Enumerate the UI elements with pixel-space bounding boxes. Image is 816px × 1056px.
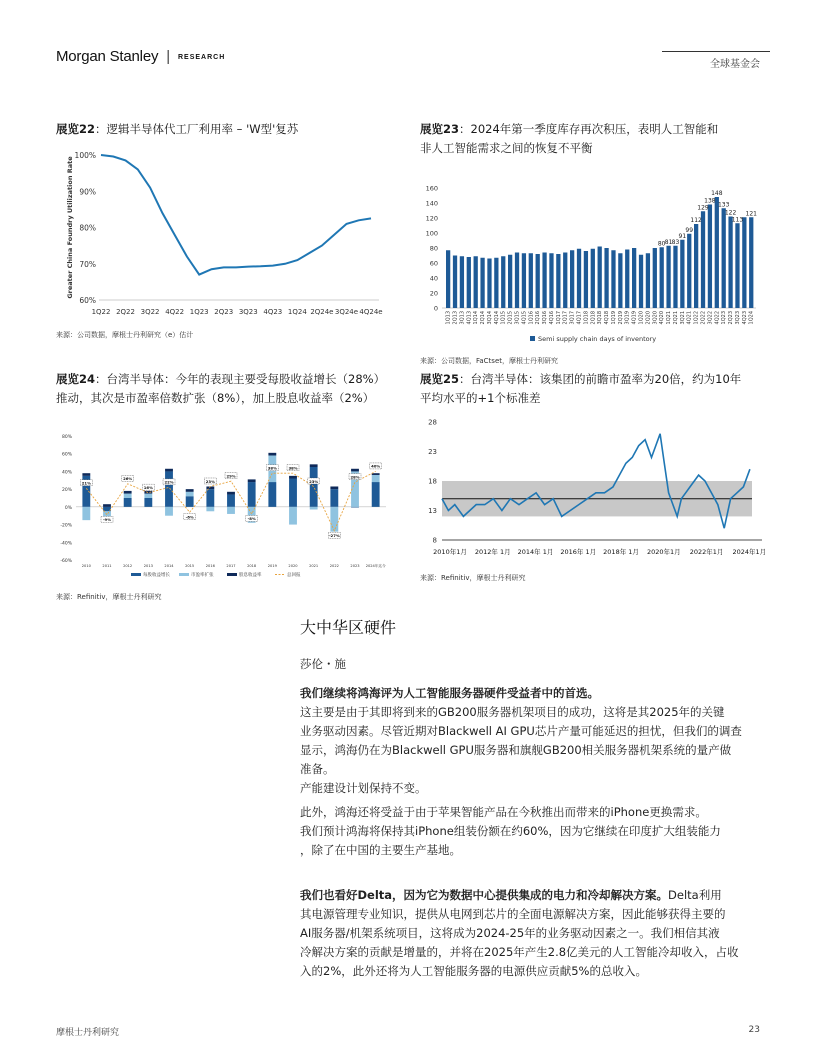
inventory-bar: [625, 250, 629, 309]
paragraph-3-line: 其电源管理专业知识，提供从电网到芯片的全面电源解决方案，因此能够获得主要的: [300, 907, 726, 921]
y-tick-label: 23: [428, 448, 437, 456]
y-tick-label: 80%: [79, 223, 96, 233]
x-tick-label: 2020年1月: [646, 548, 681, 556]
x-tick-label: 2Q15: [507, 311, 514, 325]
x-tick-label: 1Q24: [287, 308, 307, 316]
inventory-bar: [591, 249, 595, 308]
bar-data-label: 80: [657, 240, 666, 248]
exhibit24-source: 来源：Refinitiv，摩根士丹利研究: [56, 593, 162, 601]
total-return-label: 23%: [205, 478, 215, 484]
x-tick-label: 4Q22: [714, 311, 721, 325]
inventory-bar: [515, 253, 519, 309]
y-tick-label: 20: [429, 289, 438, 298]
x-tick-label: 2010: [81, 564, 91, 568]
y-tick-label: -60%: [60, 559, 72, 564]
y-tick-label: 13: [428, 507, 437, 515]
inventory-bar: [584, 251, 588, 308]
paragraph-3-lead: 我们也看好Delta，因为它为数据中心提供集成的电力和冷却解决方案。: [300, 888, 669, 902]
inventory-bar: [604, 248, 608, 308]
inventory-bar: [474, 256, 478, 308]
paragraph-1: [300, 684, 770, 798]
stacked-bar-segment: [82, 507, 90, 520]
y-tick-label: 100%: [74, 151, 96, 160]
total-return-label: -8%: [247, 516, 256, 522]
total-return-label: -27%: [328, 533, 340, 539]
inventory-bar: [742, 217, 746, 308]
paragraph-2-line: 此外，鸿海还将受益于由于苹果智能产品在今秋推出而带来的iPhone更换需求。: [300, 805, 707, 819]
bar-data-label: 129: [697, 204, 709, 212]
stacked-bar-segment: [310, 464, 318, 467]
stacked-bar-segment: [330, 507, 338, 532]
paragraph-3: 我们也看好Delta，因为它为数据中心提供集成的电力和冷却解决方案。Delta利用 其电源管理专业知识，提供从电网到芯片的全面电源解决方案，因此能够获得主要的 AI服务器/机架系统项目，这将成为2024-25年的业务驱动因素之一。我们相信其液 冷解决方案的贡献是增量的，并将在2025年产生2.8亿美元的人工智能冷却收入，占收 入的2%，此外还将为人工智能服务器的电源供应贡献5%的总收入。: [300, 886, 770, 981]
x-tick-label: 2Q22: [700, 311, 707, 325]
inventory-bar: [618, 253, 622, 308]
x-tick-label: 2022年1月: [689, 548, 724, 556]
inventory-bar: [480, 258, 484, 308]
x-tick-label: 4Q20: [659, 311, 666, 325]
inventory-bar: [577, 249, 581, 308]
x-tick-label: 2024年1月: [732, 548, 767, 556]
stacked-bar-segment: [186, 489, 194, 492]
x-tick-label: 3Q14: [486, 311, 493, 325]
x-tick-label: 4Q23: [263, 308, 283, 316]
y-tick-label: -40%: [60, 541, 72, 547]
stacked-bar-segment: [103, 504, 111, 507]
y-tick-label: 80: [429, 244, 438, 253]
stacked-bar-segment: [248, 479, 256, 482]
y-tick-label: 8: [432, 536, 437, 545]
stacked-bar-segment: [310, 467, 318, 507]
stacked-bar-segment: [227, 507, 235, 514]
stacked-bar-segment: [268, 482, 276, 507]
stacked-bar-segment: [124, 494, 132, 498]
x-tick-label: 1Q22: [91, 308, 111, 316]
y-tick-label: 40: [429, 274, 438, 283]
inventory-bar: [522, 253, 526, 308]
x-tick-label: 1Q20: [638, 311, 645, 325]
exhibit25-chart: [420, 412, 776, 567]
stacked-bar-segment: [186, 496, 194, 507]
inventory-bar: [501, 256, 505, 308]
x-tick-label: 2Q21: [672, 311, 679, 325]
exhibit25-label: 展览25: [420, 372, 460, 386]
total-return-label: 16%: [143, 484, 153, 490]
x-tick-label: 2018: [247, 564, 257, 568]
stacked-bar-segment: [372, 473, 380, 475]
exhibit25-source: 来源：Refinitiv，摩根士丹利研究: [420, 574, 526, 582]
total-return-label: -9%: [102, 517, 112, 523]
inventory-bar: [494, 258, 498, 308]
x-tick-label: 3Q16: [542, 311, 549, 325]
bar-data-label: 99: [685, 226, 694, 234]
exhibit24-chart: [56, 428, 392, 586]
paragraph-3-line: 入的2%，此外还将为人工智能服务器的电源供应贡献5%的总收入。: [300, 964, 647, 978]
x-tick-label: 2010年1月: [433, 548, 467, 556]
stacked-bar-segment: [82, 473, 90, 476]
inventory-bar: [666, 246, 670, 308]
inventory-bar: [694, 224, 698, 308]
x-tick-label: 2014: [164, 564, 174, 568]
bar-data-label: 81: [664, 238, 673, 246]
x-tick-label: 2Q24e: [310, 308, 334, 316]
legend-label: 总回报: [287, 573, 301, 578]
x-tick-label: 3Q13: [459, 311, 466, 325]
stacked-bar-segment: [165, 469, 173, 472]
stacked-bar-segment: [227, 494, 235, 506]
paragraph-1-line: 这主要是由于其即将到来的GB200服务器机架项目的成功，这将是其2025年的关键: [300, 705, 725, 719]
inventory-bar: [701, 211, 705, 308]
x-tick-label: 4Q18: [604, 311, 611, 325]
paragraph-2-line: ，除了在中国的主要生产基地。: [300, 843, 461, 857]
paragraph-1-line: 产能建设计划保持不变。: [300, 781, 427, 795]
inventory-bar: [453, 256, 457, 309]
stacked-bar-segment: [206, 507, 214, 511]
stacked-bar-segment: [351, 469, 359, 472]
x-tick-label: 4Q15: [521, 311, 528, 325]
stacked-bar-segment: [330, 489, 338, 507]
inventory-bar: [611, 250, 615, 308]
x-tick-label: 2Q14: [480, 311, 487, 325]
stacked-bar-segment: [289, 479, 297, 507]
inventory-bar: [687, 234, 691, 308]
x-tick-label: 4Q17: [576, 311, 583, 325]
exhibit22-source: 来源：公司数据，摩根士丹利研究（e）估计: [56, 331, 194, 339]
exhibit23-label: 展览23: [420, 122, 460, 136]
stacked-bar-segment: [206, 489, 214, 507]
exhibit23-title: 展览23：2024年第一季度库存再次积压，表明人工智能和 非人工智能需求之间的恢复不平衡: [420, 122, 719, 155]
x-tick-label: 2016年 1月: [560, 548, 597, 556]
x-tick-label: 2Q17: [562, 311, 569, 325]
stacked-bar-segment: [268, 453, 276, 456]
page-number: 23: [748, 1025, 760, 1035]
paragraph-2: [300, 803, 770, 860]
bar-data-label: 133: [717, 201, 730, 209]
stacked-bar-segment: [124, 491, 132, 494]
bar-data-label: 122: [724, 209, 737, 217]
paragraph-1-line: 显示，鸿海仍在为Blackwell GPU服务器和旗舰GB200相关服务器机架系统的量产做: [300, 743, 732, 757]
stacked-bar-segment: [289, 507, 297, 525]
x-tick-label: 3Q21: [679, 311, 686, 325]
legend-swatch: [131, 573, 141, 576]
x-tick-label: 2Q23: [214, 308, 234, 316]
inventory-bar: [646, 253, 650, 308]
brand-sub: RESEARCH: [177, 54, 226, 61]
bar-data-label: 138: [704, 197, 716, 205]
exhibit24-label: 展览24: [56, 372, 96, 386]
x-tick-label: 4Q22: [165, 308, 185, 316]
inventory-bar: [735, 223, 739, 308]
legend-label: Semi supply chain days of inventory: [538, 335, 657, 343]
footer-left: 摩根士丹利研究: [56, 1028, 120, 1038]
stacked-bar-segment: [310, 507, 318, 510]
paragraph-1-line: 准备。: [300, 762, 335, 776]
inventory-bar: [563, 253, 567, 309]
x-tick-label: 1Q17: [555, 311, 562, 325]
legend-label: 股息收益率: [239, 573, 262, 578]
stacked-bar-segment: [330, 486, 338, 489]
x-tick-label: 3Q15: [514, 311, 521, 325]
x-tick-label: 1Q23: [721, 311, 728, 325]
x-tick-label: 3Q23: [734, 311, 741, 325]
legend-label: 每股收益增长: [143, 573, 170, 578]
x-tick-label: 4Q14: [493, 311, 500, 325]
inventory-bar: [728, 217, 732, 309]
total-return-label: 28%: [350, 474, 360, 480]
y-tick-label: 70%: [79, 259, 96, 269]
x-tick-label: 2Q23: [728, 311, 735, 325]
x-tick-label: 4Q13: [466, 311, 473, 325]
x-tick-label: 1Q24: [748, 311, 755, 325]
x-tick-label: 4Q21: [686, 311, 693, 325]
x-tick-label: 3Q18: [597, 311, 604, 325]
x-tick-label: 2012: [123, 564, 133, 568]
x-tick-label: 2Q13: [452, 311, 459, 325]
bar-data-label: 113: [731, 216, 744, 224]
x-tick-label: 1Q14: [473, 311, 480, 325]
x-tick-label: 2024年迄今: [365, 564, 386, 568]
inventory-bar: [446, 250, 450, 308]
y-tick-label: -20%: [60, 523, 72, 529]
bar-data-label: 112: [690, 217, 702, 224]
inventory-bar: [508, 255, 512, 308]
stacked-bar-segment: [248, 482, 256, 507]
inventory-bar: [673, 246, 677, 308]
x-tick-label: 4Q23: [741, 311, 748, 325]
inventory-bar: [680, 240, 684, 308]
legend-label: 市盈率扩张: [191, 573, 214, 578]
brand-logo: Morgan Stanley | RESEARCH: [56, 48, 226, 65]
inventory-bar: [653, 248, 657, 308]
x-tick-label: 1Q13: [445, 311, 452, 325]
stacked-bar-segment: [289, 476, 297, 479]
inventory-bar: [660, 247, 664, 308]
x-tick-label: 1Q19: [610, 311, 617, 325]
legend-swatch: [227, 573, 237, 576]
x-tick-label: 3Q22: [140, 308, 160, 316]
stacked-bar-segment: [227, 492, 235, 495]
total-return-label: 29%: [226, 473, 236, 479]
x-tick-label: 2023: [350, 564, 360, 568]
y-tick-label: 80%: [61, 435, 72, 440]
paragraph-1-line: 业务驱动因素。尽管近期对Blackwell AI GPU芯片产量可能延迟的担忧，但我们的调查: [300, 724, 742, 738]
y-tick-label: 0%: [64, 505, 72, 511]
stacked-bar-segment: [372, 475, 380, 482]
stacked-bar-segment: [124, 498, 132, 507]
x-tick-label: 2015: [185, 564, 195, 568]
inventory-bar: [722, 208, 726, 308]
x-tick-label: 2013: [143, 564, 153, 568]
x-tick-label: 4Q24e: [359, 308, 383, 316]
x-tick-label: 3Q19: [624, 311, 631, 325]
bar-data-label: 121: [745, 210, 757, 218]
inventory-bar: [536, 254, 540, 308]
total-return-label: 22%: [164, 479, 174, 485]
x-tick-label: 2Q16: [535, 311, 542, 325]
stacked-bar-segment: [351, 507, 359, 508]
x-tick-label: 1Q23: [189, 308, 209, 316]
inventory-bar: [749, 217, 753, 308]
exhibit22-label: 展览22: [56, 122, 96, 136]
stacked-bar-segment: [186, 492, 194, 496]
inventory-bar: [529, 253, 533, 308]
x-tick-label: 2Q22: [116, 308, 135, 316]
header-rule: [662, 51, 770, 52]
inventory-bar: [715, 197, 719, 308]
x-tick-label: 2018年 1月: [603, 548, 639, 556]
paragraph-3-line: 冷解决方案的贡献是增量的，并将在2025年产生2.8亿美元的人工智能冷却收入，占收: [300, 945, 739, 959]
total-return-label: -6%: [185, 514, 194, 520]
y-tick-label: 40%: [61, 470, 72, 476]
exhibit25-title: 展览25：台湾半导体：该集团的前瞻市盈率为20倍，约为10年 平均水平的+1个标准差: [420, 372, 742, 405]
bar-data-label: 91: [678, 232, 687, 240]
y-tick-label: 100: [425, 229, 438, 238]
paragraph-2-line: 我们预计鸿海将保持其iPhone组装份额在约60%，因为它继续在印度扩大组装能力: [300, 824, 721, 838]
x-tick-label: 1Q18: [583, 311, 590, 325]
inventory-bar: [632, 248, 636, 308]
inventory-bar: [542, 253, 546, 309]
inventory-bar: [549, 253, 553, 308]
x-tick-label: 2011: [102, 564, 112, 568]
stacked-bar-segment: [144, 498, 152, 507]
inventory-bar: [570, 250, 574, 308]
stacked-bar-segment: [165, 507, 173, 516]
x-tick-label: 1Q21: [666, 311, 673, 325]
bar-data-label: 83: [671, 238, 680, 246]
exhibit24-title: 展览24：台湾半导体：今年的表现主要受每股收益增长（28%）推动，其次是市盈率倍数扩张（8%），加上股息收益率（2%）: [56, 372, 386, 405]
inventory-bar: [708, 205, 712, 309]
total-return-label: 26%: [123, 476, 133, 482]
x-tick-label: 1Q22: [693, 311, 700, 325]
inventory-bar: [556, 254, 560, 308]
x-tick-label: 2016: [205, 564, 215, 568]
exhibit23-chart: [420, 178, 760, 348]
total-return-label: 38%: [267, 465, 277, 471]
section-author: 莎伦・施: [300, 657, 346, 671]
y-tick-label: 20%: [61, 488, 72, 494]
x-tick-label: 2019: [267, 564, 277, 568]
y-tick-label: 28: [428, 418, 437, 427]
total-return-label: 23%: [309, 478, 319, 484]
x-tick-label: 2Q19: [617, 311, 624, 325]
x-tick-label: 3Q23: [238, 308, 258, 316]
y-tick-label: 18: [428, 477, 437, 486]
exhibit22-chart: [56, 140, 386, 325]
brand-name: Morgan Stanley: [56, 48, 159, 65]
y-tick-label: 120: [425, 214, 438, 223]
x-tick-label: 2020: [288, 564, 298, 568]
y-tick-label: 60%: [79, 296, 96, 305]
x-tick-label: 3Q22: [707, 311, 714, 325]
bar-data-label: 148: [711, 190, 723, 197]
stacked-bar-segment: [144, 494, 152, 498]
x-tick-label: 4Q16: [548, 311, 555, 325]
y-tick-label: 160: [425, 184, 438, 193]
y-tick-label: 90%: [79, 187, 96, 197]
inventory-bar: [598, 247, 602, 309]
total-return-label: 21%: [81, 480, 91, 486]
y-tick-label: 60: [429, 259, 438, 268]
y-tick-label: 140: [425, 199, 438, 208]
exhibit22-title: 展览22：逻辑半导体代工厂利用率 – 'W型'复苏: [56, 122, 299, 136]
legend-swatch: [179, 573, 189, 576]
x-tick-label: 2021: [309, 564, 319, 568]
paragraph-3-line: AI服务器/机架系统项目，这将成为2024-25年的业务驱动因素之一。我们相信其液: [300, 926, 720, 940]
x-tick-label: 2022: [329, 564, 339, 568]
inventory-bar: [639, 255, 643, 308]
x-tick-label: 2Q18: [590, 311, 597, 325]
x-tick-label: 1Q16: [528, 311, 535, 325]
x-tick-label: 4Q19: [631, 311, 638, 325]
inventory-bar: [460, 256, 464, 308]
stacked-bar-segment: [372, 482, 380, 507]
x-tick-label: 2Q20: [645, 311, 652, 325]
total-return-label: 40%: [371, 463, 381, 469]
stacked-bar-segment: [165, 471, 173, 506]
utilization-line: [101, 155, 371, 275]
inventory-bar: [467, 257, 471, 308]
x-tick-label: 3Q20: [652, 311, 659, 325]
legend-swatch: [530, 336, 535, 341]
inventory-bar: [487, 259, 491, 309]
x-tick-label: 2014年 1月: [517, 548, 554, 556]
total-return-label: 38%: [288, 465, 298, 471]
header-right-label: 全球基金会: [710, 59, 760, 70]
x-tick-label: 2012年 1月: [474, 548, 511, 556]
x-tick-label: 2017: [226, 564, 236, 568]
paragraph-1-lead: 我们继续将鸿海评为人工智能服务器硬件受益者中的首选。: [300, 686, 599, 700]
y-tick-label: 60%: [61, 452, 72, 458]
x-tick-label: 1Q15: [500, 311, 507, 325]
x-tick-label: 3Q17: [569, 311, 576, 325]
exhibit23-source: 来源：公司数据，FaCtset，摩根士丹利研究: [420, 357, 559, 365]
x-tick-label: 3Q24e: [334, 308, 359, 316]
y-axis-label: Greater China Foundry Utilization Rate: [66, 156, 74, 299]
section-title: 大中华区硬件: [300, 618, 397, 637]
y-tick-label: 0: [433, 304, 438, 313]
